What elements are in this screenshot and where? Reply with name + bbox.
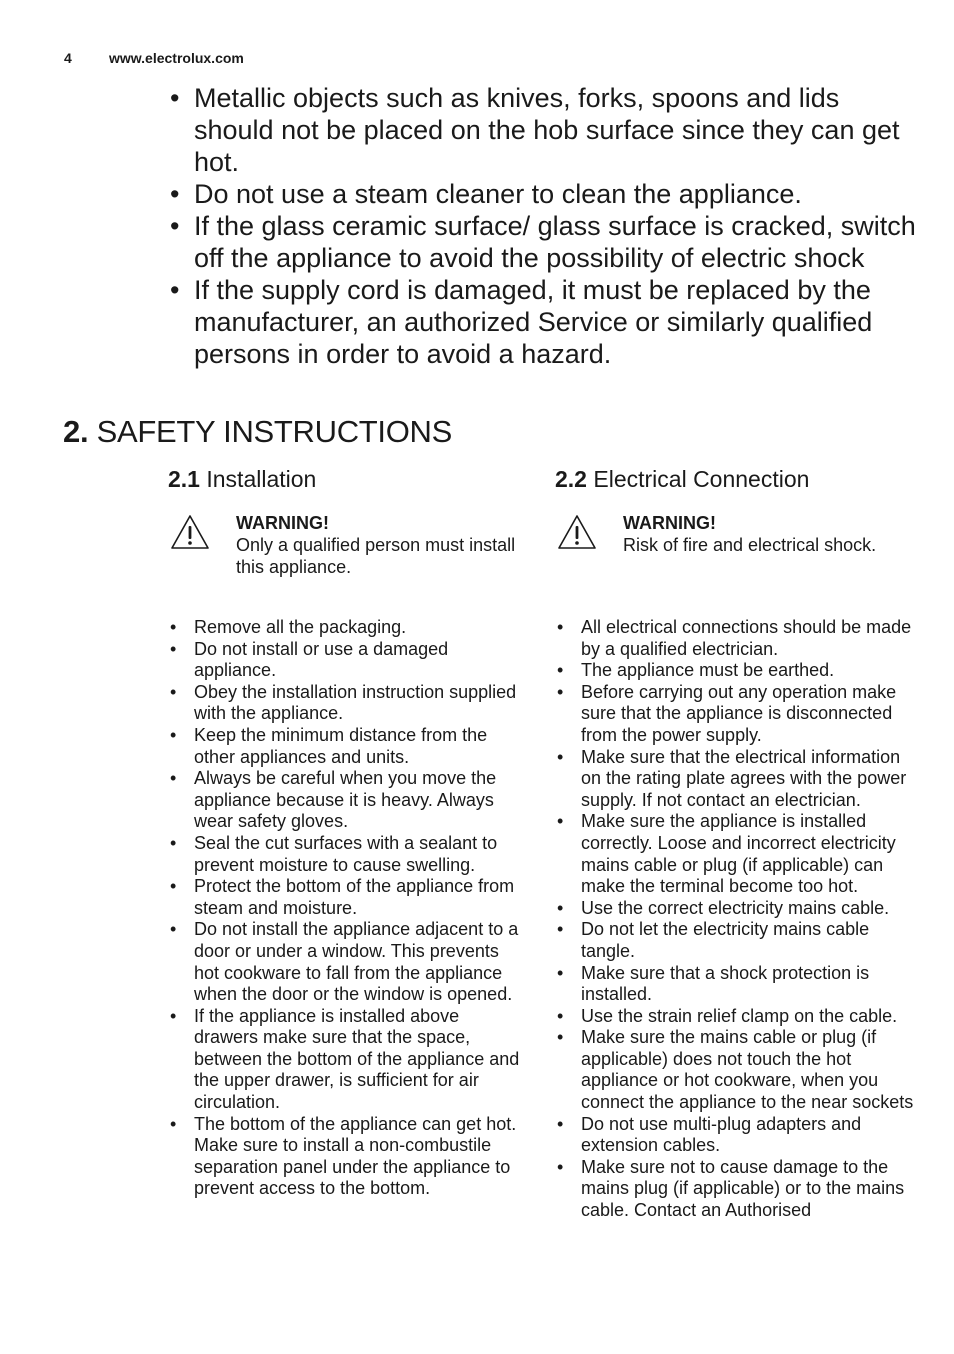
list-item: • Make sure the appliance is installed correctly. Loose and incorrect electricity mains cable or plug (if applicable) can make the terminal become too hot. [555, 811, 915, 897]
list-item: • All electrical connections should be made by a qualified electrician. [555, 617, 915, 660]
list-item: • Make sure the mains cable or plug (if applicable) does not touch the hot appliance or hot cookware, when you connect the appliance to the near sockets [555, 1027, 915, 1113]
installation-column [168, 466, 528, 1200]
page-number: 4 [64, 50, 72, 66]
electrical-heading [555, 466, 915, 500]
list-item: • If the appliance is installed above drawers make sure that the space, between the bottom of the appliance and the upper drawer, is sufficient for air circulation. [168, 1006, 528, 1114]
section-title [63, 414, 452, 450]
electrical-title: Electrical Connection [593, 466, 810, 492]
warning-text: Only a qualified person must install this appliance. [236, 535, 516, 577]
list-item: • Obey the installation instruction supplied with the appliance. [168, 682, 528, 725]
warning-text: Risk of fire and electrical shock. [623, 535, 877, 555]
list-item: • Do not let the electricity mains cable tangle. [555, 919, 915, 962]
intro-item: • Do not use a steam cleaner to clean the appliance. [168, 178, 918, 210]
warning-triangle-icon [170, 514, 210, 550]
electrical-warning [555, 512, 915, 596]
warning-title: WARNING! [623, 513, 716, 533]
website-url: www.electrolux.com [109, 50, 244, 66]
intro-item: • If the glass ceramic surface/ glass surface is cracked, switch off the appliance to avoid the possibility of electric shock [168, 210, 918, 274]
warning-title: WARNING! [236, 513, 329, 533]
installation-warning [168, 512, 528, 596]
list-item: • Protect the bottom of the appliance from steam and moisture. [168, 876, 528, 919]
list-item: • Make sure that a shock protection is installed. [555, 963, 915, 1006]
section-title-text: SAFETY INSTRUCTIONS [96, 414, 453, 449]
electrical-column [555, 466, 915, 1222]
list-item: • The appliance must be earthed. [555, 660, 915, 682]
list-item: • Do not install the appliance adjacent to a door or under a window. This prevents hot cookware to fall from the appliance when the door or the window is opened. [168, 919, 528, 1005]
installation-heading [168, 466, 528, 500]
intro-item: • If the supply cord is damaged, it must be replaced by the manufacturer, an authorized Service or similarly qualified persons in order to avoid a hazard. [168, 274, 918, 370]
list-item: • Make sure not to cause damage to the mains plug (if applicable) or to the mains cable. Contact an Authorised [555, 1157, 915, 1222]
installation-number: 2.1 [168, 466, 200, 492]
list-item: • Remove all the packaging. [168, 617, 528, 639]
list-item: • Keep the minimum distance from the other appliances and units. [168, 725, 528, 768]
electrical-list [555, 617, 915, 1222]
warning-triangle-icon [557, 514, 597, 550]
section-number: 2. [63, 414, 89, 449]
intro-item: • Metallic objects such as knives, forks, spoons and lids should not be placed on the hob surface since they can get hot. [168, 82, 918, 178]
list-item: • Before carrying out any operation make sure that the appliance is disconnected from the power supply. [555, 682, 915, 747]
list-item: • Make sure that the electrical information on the rating plate agrees with the power supply. If not contact an electrician. [555, 747, 915, 812]
list-item: • Seal the cut surfaces with a sealant to prevent moisture to cause swelling. [168, 833, 528, 876]
list-item: • The bottom of the appliance can get hot. Make sure to install a non-combustile separation panel under the appliance to prevent access to the bottom. [168, 1114, 528, 1200]
installation-title: Installation [206, 466, 317, 492]
list-item: • Do not use multi-plug adapters and extension cables. [555, 1114, 915, 1157]
list-item: • Always be careful when you move the appliance because it is heavy. Always wear safety gloves. [168, 768, 528, 833]
electrical-number: 2.2 [555, 466, 587, 492]
list-item: • Do not install or use a damaged appliance. [168, 639, 528, 682]
list-item: • Use the strain relief clamp on the cable. [555, 1006, 915, 1028]
intro-list [168, 82, 918, 370]
page-header [64, 50, 244, 66]
list-item: • Use the correct electricity mains cable. [555, 898, 915, 920]
installation-list [168, 617, 528, 1200]
